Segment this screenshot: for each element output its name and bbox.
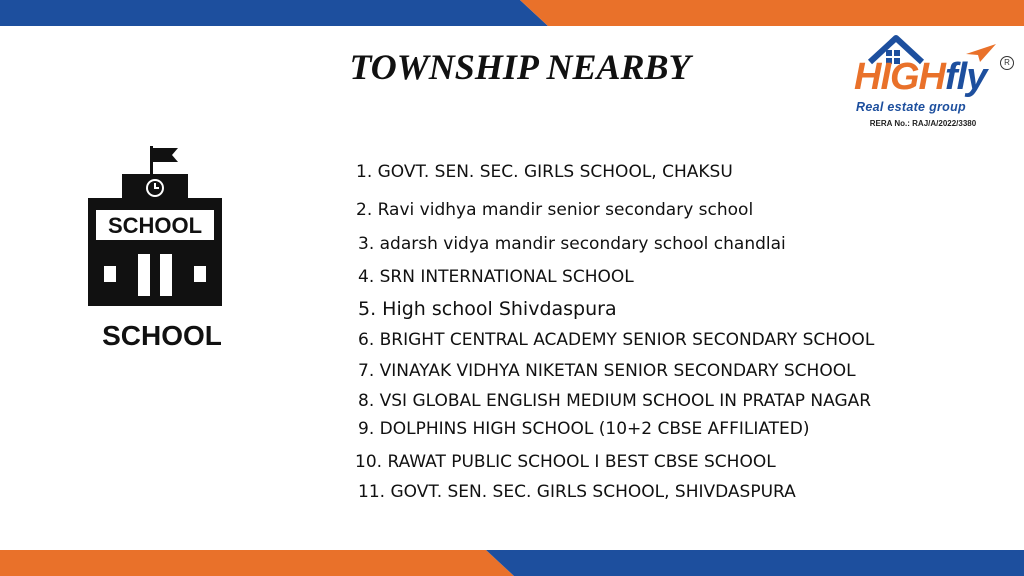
list-item: 4. SRN INTERNATIONAL SCHOOL xyxy=(358,267,634,287)
list-item: 7. VINAYAK VIDHYA NIKETAN SENIOR SECONDARY SCHOOL xyxy=(358,361,856,381)
logo-tagline: Real estate group xyxy=(856,100,966,114)
registered-mark: R xyxy=(1000,56,1014,70)
school-building-icon xyxy=(88,144,222,306)
logo-word-fly: fly xyxy=(945,56,987,98)
list-item: 1. GOVT. SEN. SEC. GIRLS SCHOOL, CHAKSU xyxy=(356,162,733,182)
page-title: TOWNSHIP NEARBY xyxy=(349,47,691,87)
top-decorative-band xyxy=(0,0,1024,26)
logo-word-high: HIGH xyxy=(854,56,945,98)
list-item: 6. BRIGHT CENTRAL ACADEMY SENIOR SECONDARY SCHOOL xyxy=(358,330,875,350)
logo-wordmark xyxy=(854,58,986,96)
school-sign-text: SCHOOL xyxy=(107,213,203,238)
rera-number: RERA No.: RAJ/A/2022/3380 xyxy=(869,119,977,128)
list-item: 10. RAWAT PUBLIC SCHOOL I BEST CBSE SCHOOL xyxy=(355,452,776,472)
list-item: 11. GOVT. SEN. SEC. GIRLS SCHOOL, SHIVDASPURA xyxy=(358,482,796,502)
list-item: 3. adarsh vidya mandir secondary school chandlai xyxy=(358,234,786,254)
category-label: SCHOOL xyxy=(102,320,222,351)
list-item: 2. Ravi vidhya mandir senior secondary school xyxy=(356,200,754,220)
list-item: 9. DOLPHINS HIGH SCHOOL (10+2 CBSE AFFILIATED) xyxy=(358,419,810,439)
bottom-decorative-band xyxy=(0,550,1024,576)
list-item: 5. High school Shivdaspura xyxy=(358,298,617,320)
list-item: 8. VSI GLOBAL ENGLISH MEDIUM SCHOOL IN PRATAP NAGAR xyxy=(358,391,872,411)
brand-logo xyxy=(848,32,1020,132)
